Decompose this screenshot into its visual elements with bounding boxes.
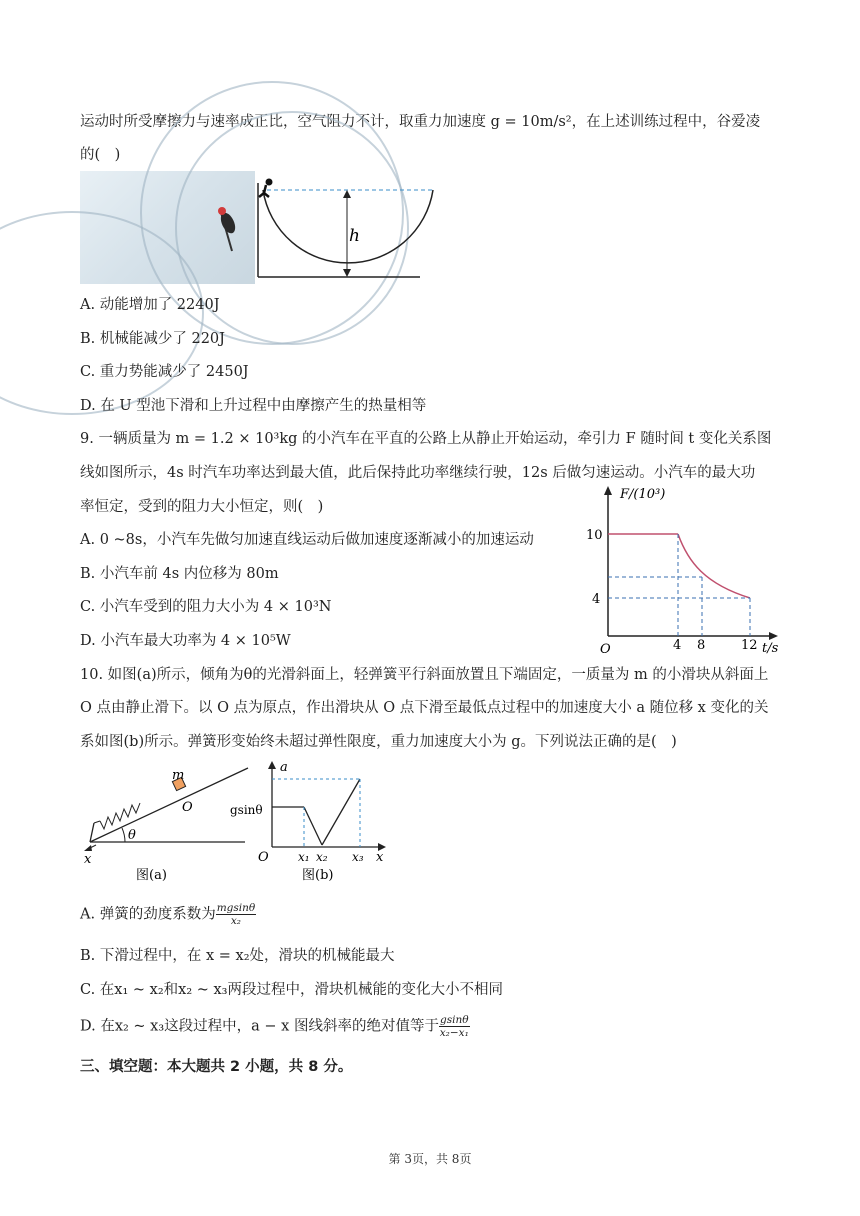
angle-label: θ (128, 828, 136, 843)
x3-label: x₃ (352, 850, 364, 864)
x1-label: x₁ (298, 850, 310, 864)
y-tick-4: 4 (592, 592, 601, 607)
origin-label-b: O (258, 850, 269, 865)
spring-constant-fraction (216, 902, 257, 927)
origin-label: O (600, 642, 611, 657)
q10-option-d-text: D. 在x₂ ~ x₃这段过程中，a − x 图线斜率的绝对值等于 (80, 1018, 439, 1035)
u-pool-diagram (255, 175, 440, 285)
y-tick-10: 10 (586, 528, 603, 543)
caption-a: 图(a) (136, 868, 167, 883)
fraction-denominator: x₂ (230, 915, 242, 927)
fraction-numerator: mgsinθ (216, 902, 256, 914)
q10-option-d (80, 1014, 470, 1039)
q9-stem-line1: 9. 一辆质量为 m = 1.2 × 10³kg 的小汽车在平直的公路上从静止开始运动，牵引力 F 随时间 t 变化关系图 (80, 431, 772, 447)
q8-option-d: D. 在 U 型池下滑和上升过程中由摩擦产生的热量相等 (80, 398, 427, 414)
x-tick-8: 8 (697, 638, 706, 653)
caption-b: 图(b) (302, 868, 334, 883)
x-axis-label: t/s (762, 641, 779, 656)
x-axis-label-a: x (84, 852, 92, 867)
x2-label: x₂ (316, 850, 328, 864)
q9-option-c: C. 小汽车受到的阻力大小为 4 × 10³N (80, 599, 332, 615)
snowboarder-photo (80, 171, 255, 284)
q8-option-b: B. 机械能减少了 220J (80, 331, 225, 347)
q10-option-b: B. 下滑过程中，在 x = x₂处，滑块的机械能最大 (80, 948, 395, 964)
q9-option-b: B. 小汽车前 4s 内位移为 80m (80, 566, 279, 582)
q10-stem-line1: 10. 如图(a)所示，倾角为θ的光滑斜面上，轻弹簧平行斜面放置且下端固定，一质量为 m 的小滑块从斜面上 (80, 667, 769, 683)
q8-stem-line2: 的( ) (80, 147, 121, 163)
decay-curve (678, 534, 750, 598)
q9-stem-line2: 线如图所示，4s 时汽车功率达到最大值，此后保持此功率继续行驶，12s 后做匀速运动。小汽车的最大功 (80, 465, 756, 481)
q9-option-d: D. 小汽车最大功率为 4 × 10⁵W (80, 633, 291, 649)
q8-stem-line1: 运动时所受摩擦力与速率成正比，空气阻力不计，取重力加速度 g = 10m/s²，在上述训练过程中，谷爱凌 (80, 114, 761, 130)
fraction-numerator: gsinθ (439, 1014, 469, 1026)
mass-label: m (172, 768, 185, 783)
gsin-level-label: gsinθ (230, 803, 263, 817)
skier-figure (80, 171, 255, 284)
slope-fraction (439, 1014, 470, 1039)
height-label: h (349, 226, 360, 246)
section-heading: 三、填空题：本大题共 2 小题，共 8 分。 (80, 1059, 353, 1075)
q9-stem-line3: 率恒定，受到的阻力大小恒定，则( ) (80, 499, 324, 515)
q10-stem-line2: O 点由静止滑下。以 O 点为原点，作出滑块从 O 点下滑至最低点过程中的加速度大小 a 随位移 x 变化的关 (80, 700, 769, 716)
q8-option-a: A. 动能增加了 2240J (80, 297, 220, 313)
q10-stem-line3: 系如图(b)所示。弹簧形变始终未超过弹性限度，重力加速度大小为 g。下列说法正确的是( ) (80, 734, 677, 750)
q10-option-a (80, 902, 256, 927)
force-time-graph (580, 482, 785, 658)
q10-option-c: C. 在x₁ ~ x₂和x₂ ~ x₃两段过程中，滑块机械能的变化大小不相同 (80, 982, 503, 998)
point-o-label: O (182, 800, 193, 815)
a-axis-label: a (280, 760, 288, 775)
q9-option-a: A. 0 ~8s，小汽车先做匀加速直线运动后做加速度逐渐减小的加速运动 (80, 532, 534, 548)
page-footer: 第 3页，共 8页 (388, 1152, 472, 1166)
x-axis-label-b: x (376, 850, 384, 865)
q8-option-c: C. 重力势能减少了 2450J (80, 364, 249, 380)
q10-option-a-text: A. 弹簧的劲度系数为 (80, 906, 216, 923)
incline-spring-diagram (80, 765, 250, 885)
fraction-denominator: x₂−x₁ (439, 1027, 469, 1039)
acceleration-displacement-graph (230, 757, 397, 885)
y-axis-label: F/(10³) (620, 487, 666, 502)
x-tick-4: 4 (673, 638, 682, 653)
x-tick-12: 12 (741, 638, 758, 653)
